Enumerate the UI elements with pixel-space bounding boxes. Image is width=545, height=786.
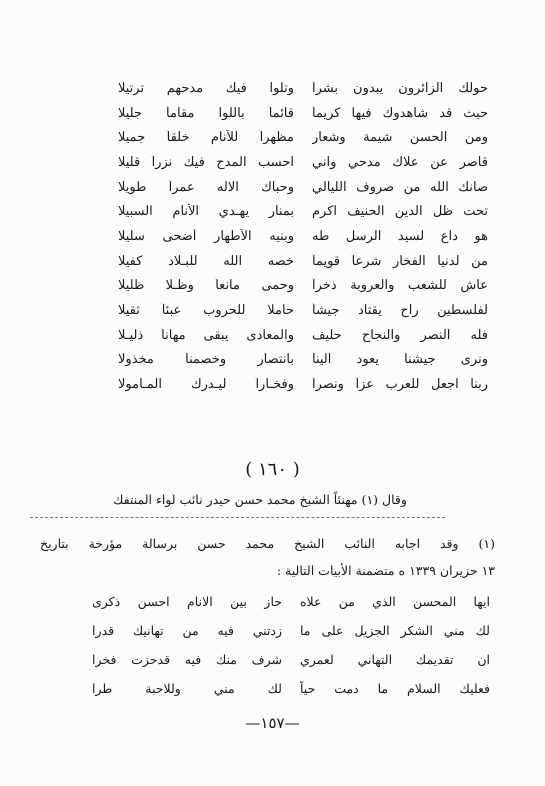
verse-first-hemistich: حيث قد شاهدوك فيها كريماً [312, 105, 488, 121]
verse-second-hemistich: حاملا للحروب عبئاً ثقيلا [118, 303, 294, 319]
verse-line [118, 101, 488, 126]
footnote-line: (١) وقد اجابه النائب الشيخ محمد حسن برسالة مؤرخة بتاريخ [40, 536, 495, 551]
verse-first-hemistich: عاش للشعب والعروبة ذخراً [312, 278, 488, 294]
verse-first-hemistich: هو داع لسيد الرسل طه [312, 228, 488, 244]
verse-line [92, 587, 490, 616]
verse-line [118, 125, 488, 150]
verse-first-hemistich: صانك الله من صروف الليالي [312, 179, 488, 195]
verse-first-hemistich: فعليك السلام ما دمت حياً [300, 681, 490, 696]
verse-first-hemistich: لفلسطين راح يقتاد جيشاً [312, 303, 488, 319]
verse-line [118, 224, 488, 249]
verse-line [118, 249, 488, 274]
verse-first-hemistich: حولك الزائرون يبدون بشراً [312, 80, 488, 96]
verse-line [92, 645, 490, 674]
verse-first-hemistich: ومن الحسن شيمة وشعار [312, 130, 488, 146]
verse-second-hemistich: خصه الله للبـلاد كفيلا [118, 253, 294, 269]
verse-second-hemistich: بانتصار وخصمنا مخذولا [118, 352, 294, 368]
verse-line [92, 674, 490, 703]
verse-first-hemistich: ربنا اجعل للعرب عزاً ونصراً [312, 377, 488, 393]
verse-second-hemistich: وبنيه الأطهار أضحى سليلا [118, 228, 294, 244]
verse-first-hemistich: لك مني الشكر الجزيل على ما [300, 623, 490, 638]
footnote-separator [30, 517, 445, 518]
verse-line [92, 616, 490, 645]
verse-line [118, 199, 488, 224]
verse-second-hemistich: زدتني فيه من تهانيك قدرا [92, 623, 282, 638]
poem-number: ( ١٦٠ ) [245, 459, 300, 480]
verse-line [118, 298, 488, 323]
verse-line [118, 323, 488, 348]
verse-second-hemistich: حاز بين الانام احسن ذكرى [92, 594, 282, 609]
footnote [40, 530, 495, 584]
verse-second-hemistich: شرف منك فيه قدحزت فخرا [92, 652, 282, 667]
verse-line [118, 76, 488, 101]
verse-line [118, 150, 488, 175]
verse-first-hemistich: فله النصر والنجاح حليف [312, 327, 488, 343]
verse-second-hemistich: مظهراً للأنام خلقاً جميلا [118, 130, 294, 146]
verse-second-hemistich: والمعادى يبقى مهاناً ذليـلا [118, 327, 294, 343]
verse-second-hemistich: احسب المدح فيك نزراً قليلا [118, 154, 294, 170]
poem-verses [118, 76, 488, 397]
footnote-line: ١٣ حزيران ١٣٣٩ ه متضمنة الأبيات التالية : [276, 563, 495, 578]
verse-second-hemistich: قائماً باللوا مقاماً جليلا [118, 105, 294, 121]
verse-line [118, 348, 488, 373]
verse-first-hemistich: من لدنيا الفخار شرعاً قويماً [312, 253, 488, 269]
page-number: —١٥٧— [245, 714, 300, 732]
poem-introduction: وقال (١) مهنئاً الشيخ محمد حسن حيدر نائب لواء المنتفك [113, 492, 407, 507]
verse-second-hemistich: وحباك الاله عمراً طويلا [118, 179, 294, 195]
verse-line [118, 175, 488, 200]
verse-line [118, 372, 488, 397]
verse-first-hemistich: قاصر عن علاك مدحي واني [312, 154, 488, 170]
verse-first-hemistich: ان تقديمك التهاني لعمري [300, 652, 490, 667]
verse-first-hemistich: تحت ظل الدين الحنيف اكرم [312, 204, 488, 220]
verse-line [118, 274, 488, 299]
verse-second-hemistich: لك مني وللاحبة طرا [92, 681, 282, 696]
verse-first-hemistich: ايها المحسن الذي من علاه [300, 594, 490, 609]
verse-second-hemistich: بمنار يهـدي الأنام السبيلا [118, 204, 294, 220]
verse-first-hemistich: ونرى جيشنا يعود الينا [312, 352, 488, 368]
verse-second-hemistich: وحمى مانعاً وظـلا ظليلا [118, 278, 294, 294]
verse-second-hemistich: وفخـاراً ليـدرك المـأمولا [118, 377, 294, 393]
verse-second-hemistich: وتلوا فيك مدحهم ترتيلا [118, 80, 294, 96]
reply-verses [92, 587, 490, 703]
